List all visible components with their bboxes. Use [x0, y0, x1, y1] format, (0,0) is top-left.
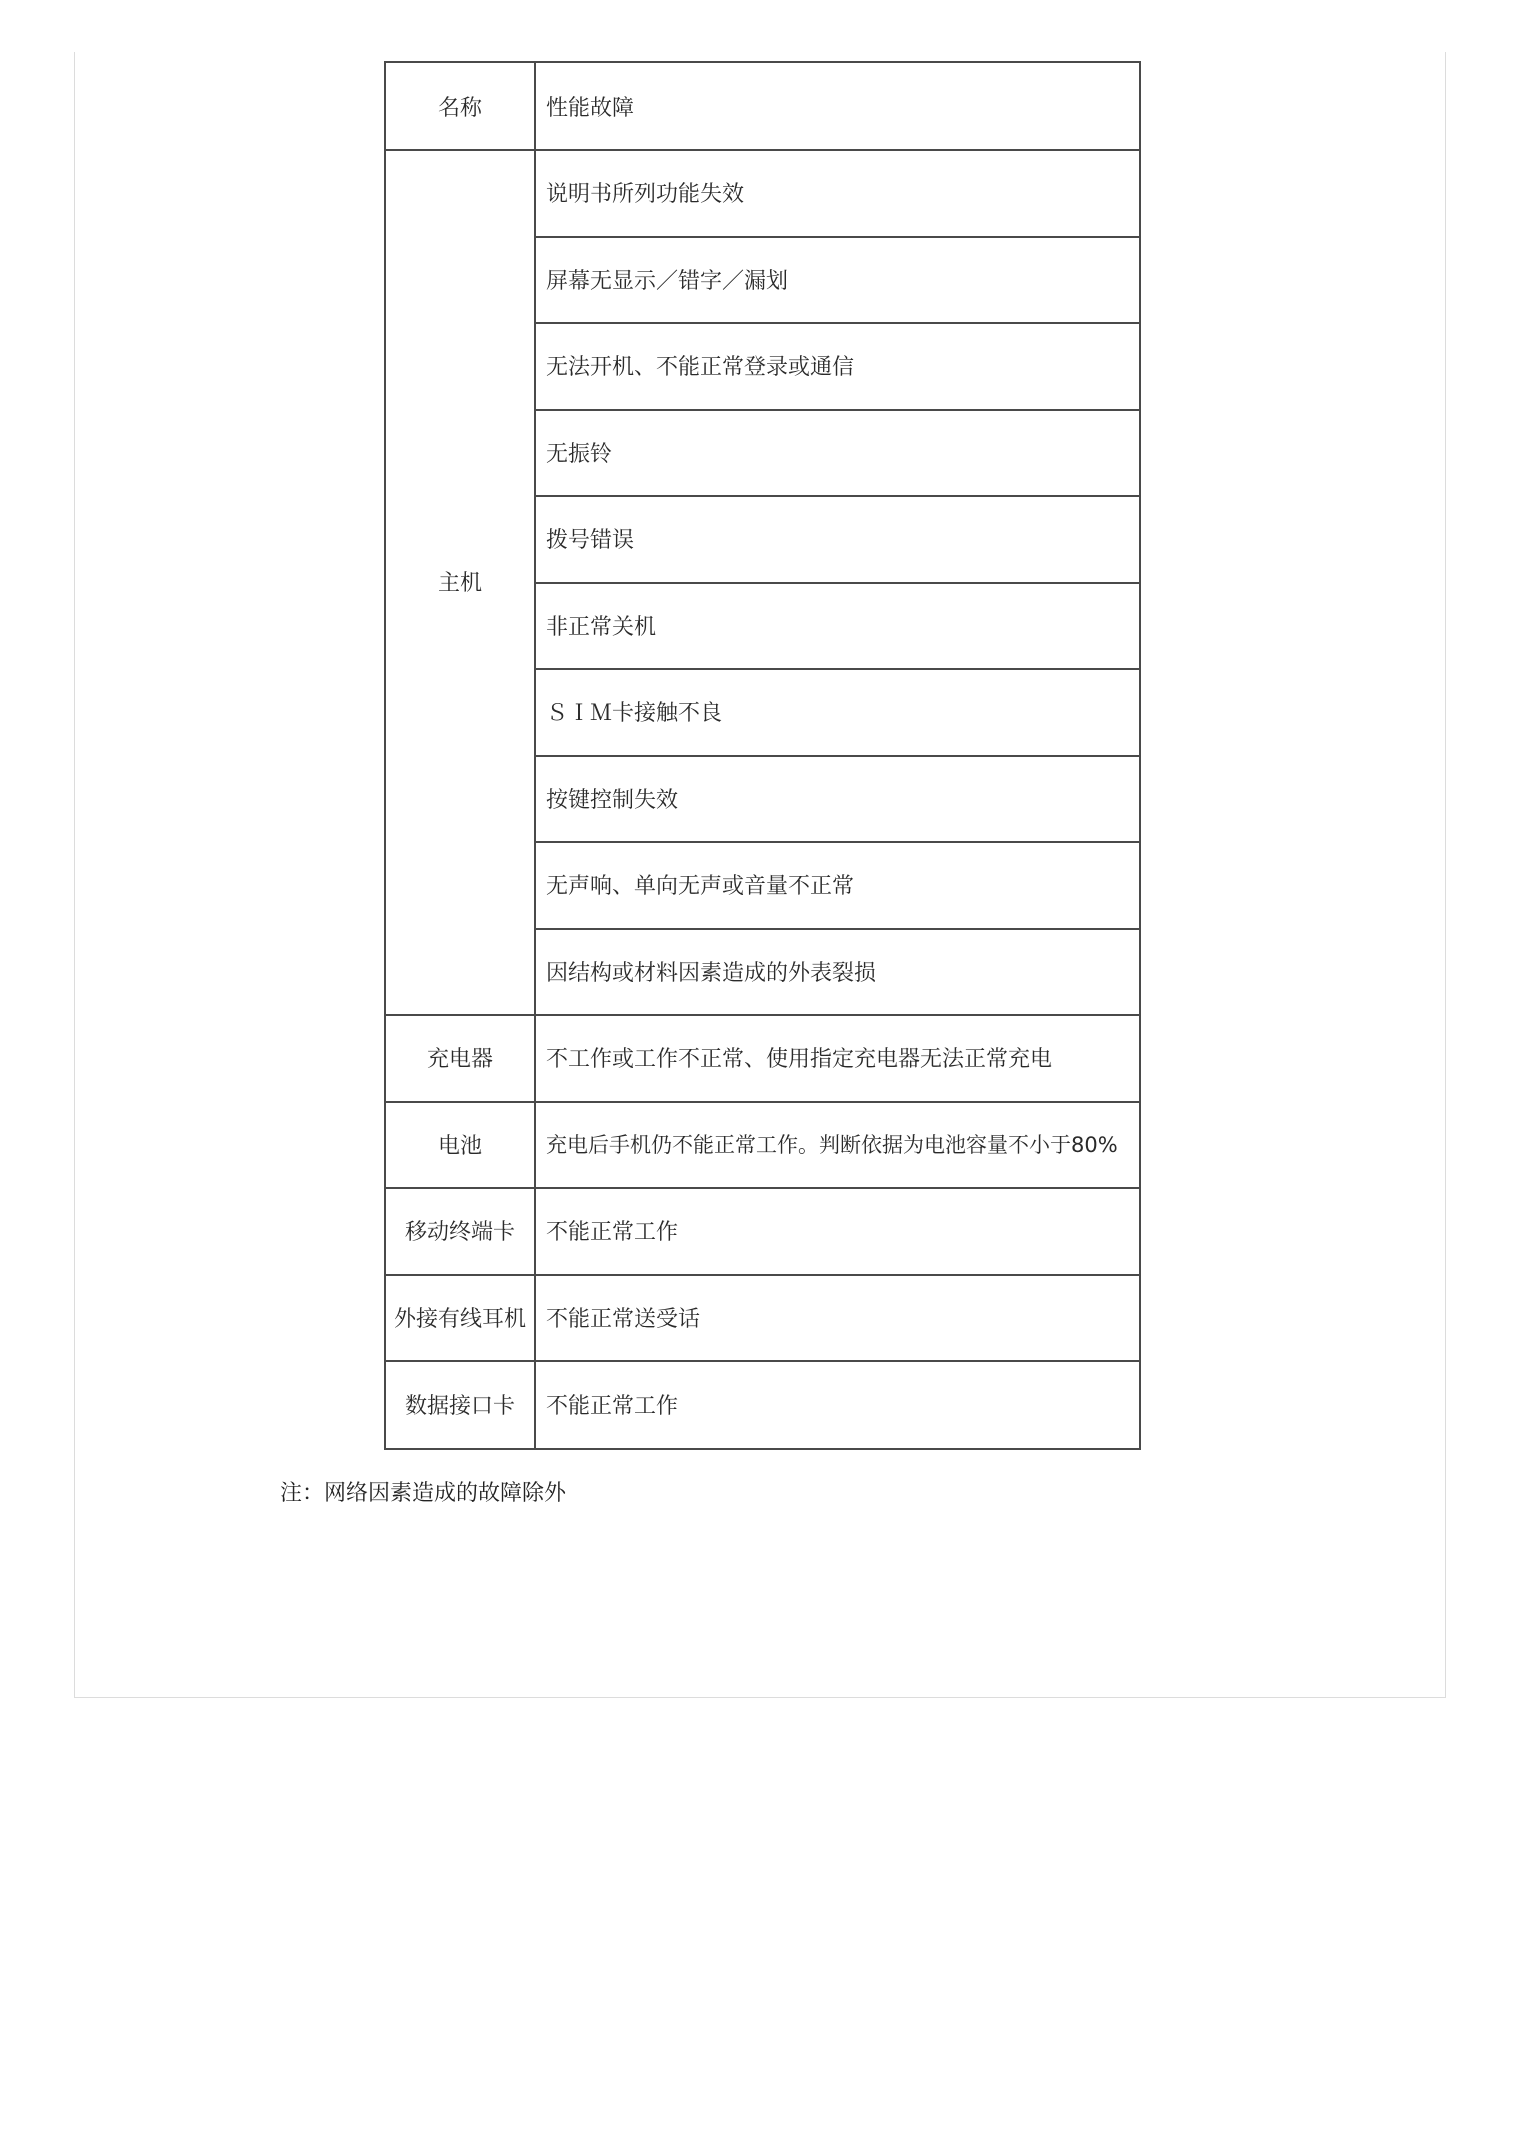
- fault-item: 拨号错误: [546, 528, 635, 553]
- group-name-terminal-card: 移动终端卡: [404, 1220, 515, 1245]
- fault-item: 充电后手机仍不能正常工作。判断依据为电池容量不小于80%: [546, 1133, 1118, 1157]
- group-name-data-card: 数据接口卡: [404, 1393, 515, 1419]
- header-name: 名称: [437, 95, 482, 121]
- group-name-main-unit: 主机: [437, 571, 482, 596]
- fault-item: 不能正常工作: [546, 1393, 679, 1419]
- group-name-charger: 充电器: [426, 1047, 493, 1072]
- fault-item: 按键控制失效: [546, 787, 679, 813]
- group-name-battery: 电池: [437, 1133, 482, 1159]
- fault-item: 说明书所列功能失效: [546, 181, 745, 207]
- fault-item: 非正常关机: [546, 614, 657, 640]
- fault-item: 不工作或工作不正常、使用指定充电器无法正常充电: [546, 1047, 1053, 1072]
- fault-item: 因结构或材料因素造成的外表裂损: [546, 960, 877, 986]
- fault-item: ＳＩＭ卡接触不良: [546, 701, 723, 726]
- fault-item: 不能正常送受话: [546, 1306, 701, 1332]
- group-name-wired-earphone: 外接有线耳机: [393, 1306, 526, 1332]
- fault-table: [384, 61, 1141, 1450]
- header-fault: 性能故障: [546, 95, 635, 121]
- fault-item: 无声响、单向无声或音量不正常: [546, 874, 855, 899]
- fault-item: 屏幕无显示／错字／漏划: [546, 268, 789, 294]
- fault-item: 无振铃: [546, 441, 613, 467]
- footnote: 注：网络因素造成的故障除外: [280, 1481, 567, 1506]
- fault-item: 无法开机、不能正常登录或通信: [546, 354, 855, 380]
- fault-item: 不能正常工作: [546, 1220, 679, 1245]
